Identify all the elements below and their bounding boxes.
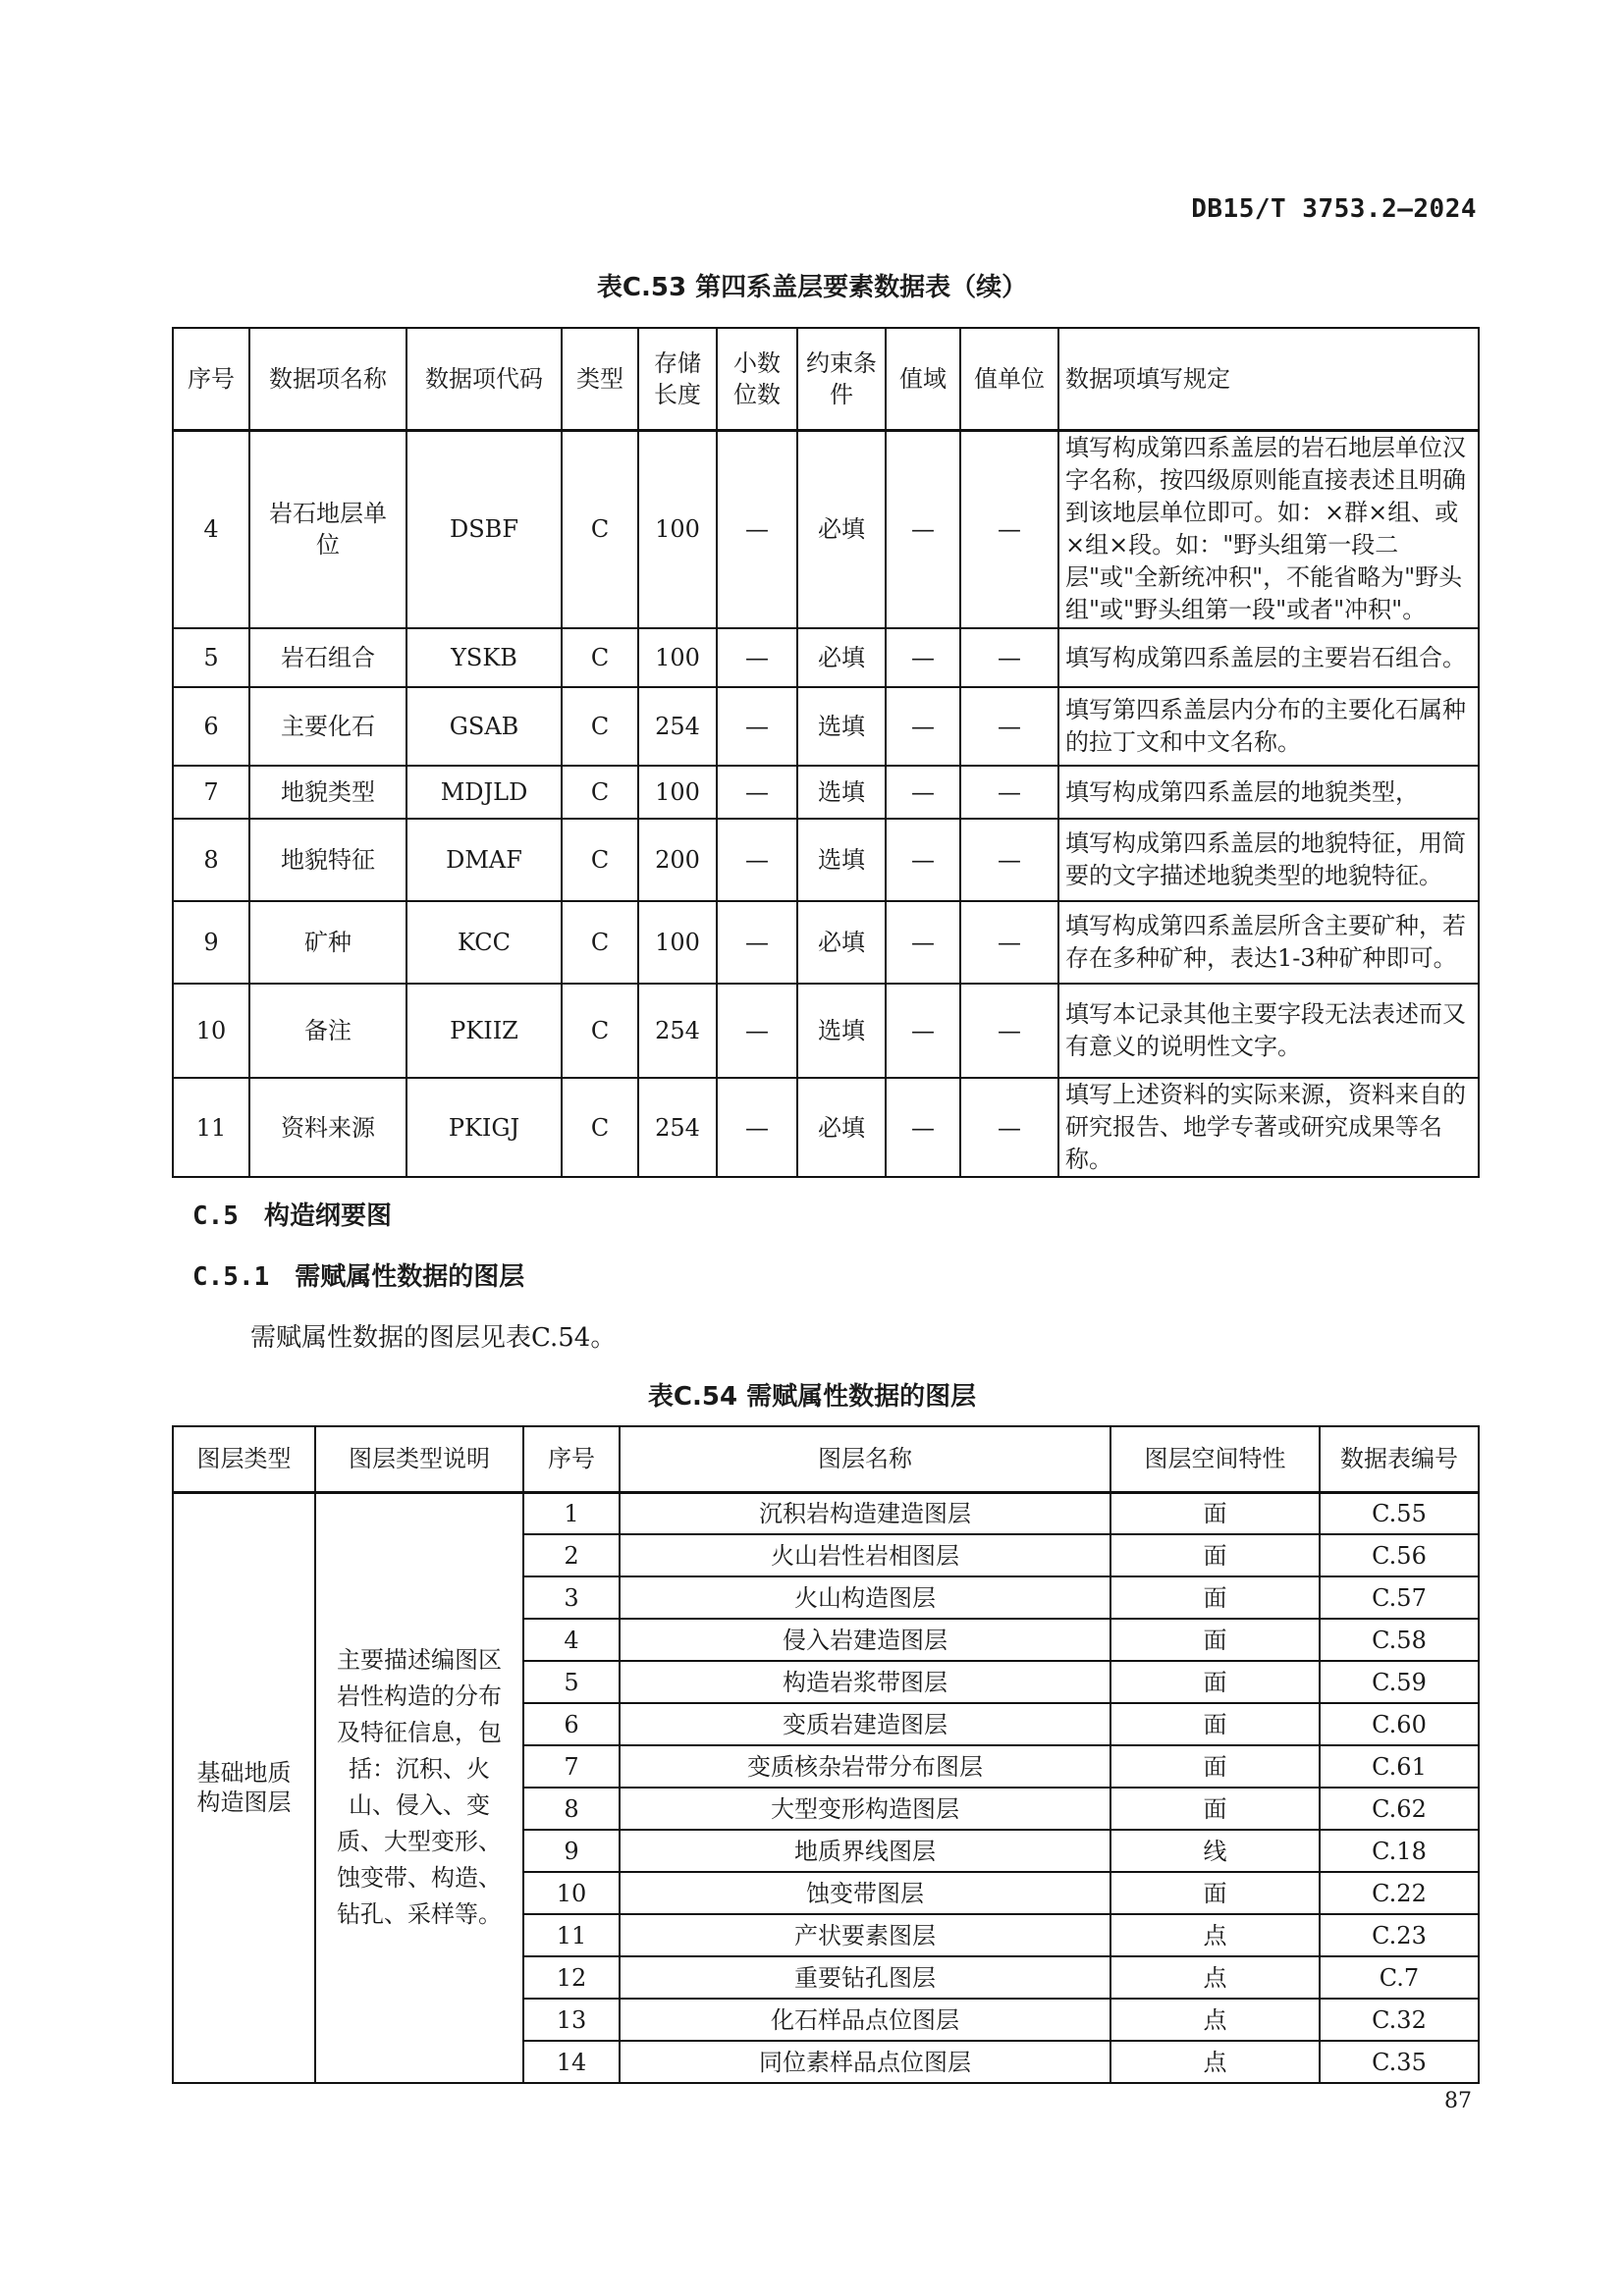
header-cell: 存储长度 bbox=[638, 328, 717, 430]
table-cell: 填写构成第四系盖层的岩石地层单位汉字名称，按四级原则能直接表述且明确到该地层单位即可。如：×群×组、或×组×段。如："野头组第一段二层"或"全新统冲积"，不能省略为"野头组"或"野头组第一段"或者"冲积"。 bbox=[1058, 430, 1479, 628]
table-cell: 选填 bbox=[797, 984, 886, 1078]
table-cell: 254 bbox=[638, 687, 717, 766]
table-cell: — bbox=[717, 901, 797, 984]
table-cell: 地质界线图层 bbox=[620, 1830, 1110, 1872]
table-cell: 面 bbox=[1110, 1788, 1320, 1830]
table-cell: 备注 bbox=[249, 984, 406, 1078]
table-cell: 主要化石 bbox=[249, 687, 406, 766]
table-cell: 同位素样品点位图层 bbox=[620, 2041, 1110, 2083]
table-row bbox=[173, 766, 1479, 819]
table-cell: C bbox=[562, 687, 638, 766]
table-cell: 11 bbox=[173, 1078, 249, 1177]
table-cell: MDJLD bbox=[406, 766, 562, 819]
table-cell: 填写构成第四系盖层的主要岩石组合。 bbox=[1058, 628, 1479, 687]
table-cell: 点 bbox=[1110, 1914, 1320, 1956]
table-cell: C.18 bbox=[1320, 1830, 1479, 1872]
table-cell: 填写上述资料的实际来源，资料来自的研究报告、地学专著或研究成果等名称。 bbox=[1058, 1078, 1479, 1177]
table-cell: 岩石组合 bbox=[249, 628, 406, 687]
table-cell: 13 bbox=[523, 1999, 620, 2041]
header-cell: 数据表编号 bbox=[1320, 1426, 1479, 1492]
table-cell: 填写构成第四系盖层的地貌类型， bbox=[1058, 766, 1479, 819]
table-cell: C.7 bbox=[1320, 1956, 1479, 1999]
table-cell: 7 bbox=[173, 766, 249, 819]
table-cell: C bbox=[562, 984, 638, 1078]
table-cell: — bbox=[717, 628, 797, 687]
table-cell: C.59 bbox=[1320, 1661, 1479, 1703]
table-cell: — bbox=[886, 766, 960, 819]
table-row bbox=[173, 984, 1479, 1078]
table-cell: C bbox=[562, 628, 638, 687]
table-c54 bbox=[172, 1425, 1480, 2084]
table-cell: C.23 bbox=[1320, 1914, 1479, 1956]
table-cell: C.35 bbox=[1320, 2041, 1479, 2083]
table-row bbox=[173, 430, 1479, 628]
table-cell: 面 bbox=[1110, 1619, 1320, 1661]
header-cell: 数据项名称 bbox=[249, 328, 406, 430]
table-cell: 面 bbox=[1110, 1703, 1320, 1745]
table-cell: 面 bbox=[1110, 1745, 1320, 1788]
table-cell: 变质岩建造图层 bbox=[620, 1703, 1110, 1745]
table-cell: C.62 bbox=[1320, 1788, 1479, 1830]
table-cell: — bbox=[886, 819, 960, 901]
page-number: 87 bbox=[1444, 2089, 1472, 2113]
table-cell: 蚀变带图层 bbox=[620, 1872, 1110, 1914]
table-cell: KCC bbox=[406, 901, 562, 984]
header-cell: 值单位 bbox=[960, 328, 1058, 430]
table-cell: 面 bbox=[1110, 1534, 1320, 1576]
table-cell: 填写构成第四系盖层的地貌特征，用简要的文字描述地貌类型的地貌特征。 bbox=[1058, 819, 1479, 901]
table-cell: 6 bbox=[173, 687, 249, 766]
table-cell: 地貌特征 bbox=[249, 819, 406, 901]
table-cell: C.56 bbox=[1320, 1534, 1479, 1576]
table-c53-header-row bbox=[173, 328, 1479, 430]
table-cell: — bbox=[717, 819, 797, 901]
table-row bbox=[173, 687, 1479, 766]
section-c5-heading bbox=[192, 1196, 392, 1232]
table-cell: C bbox=[562, 1078, 638, 1177]
table-cell: C bbox=[562, 766, 638, 819]
table-cell: — bbox=[717, 430, 797, 628]
table-cell: — bbox=[886, 1078, 960, 1177]
table-cell: 侵入岩建造图层 bbox=[620, 1619, 1110, 1661]
table-cell: — bbox=[960, 628, 1058, 687]
table-cell: 14 bbox=[523, 2041, 620, 2083]
table-cell: 9 bbox=[523, 1830, 620, 1872]
table-cell: C.22 bbox=[1320, 1872, 1479, 1914]
table-cell: C.58 bbox=[1320, 1619, 1479, 1661]
table-cell: 点 bbox=[1110, 2041, 1320, 2083]
table-cell: 化石样品点位图层 bbox=[620, 1999, 1110, 2041]
table-cell: — bbox=[886, 628, 960, 687]
table-cell: 8 bbox=[173, 819, 249, 901]
table-cell: 11 bbox=[523, 1914, 620, 1956]
table-cell: C.61 bbox=[1320, 1745, 1479, 1788]
table-row bbox=[173, 901, 1479, 984]
header-cell: 图层类型 bbox=[173, 1426, 315, 1492]
document-code: DB15/T 3753.2—2024 bbox=[1191, 194, 1477, 224]
table-cell: 100 bbox=[638, 766, 717, 819]
table-cell: 2 bbox=[523, 1534, 620, 1576]
table-cell: 12 bbox=[523, 1956, 620, 1999]
table-cell: 7 bbox=[523, 1745, 620, 1788]
table-cell: 5 bbox=[173, 628, 249, 687]
header-cell: 小数位数 bbox=[717, 328, 797, 430]
table-c54-header-row bbox=[173, 1426, 1479, 1492]
header-cell: 序号 bbox=[523, 1426, 620, 1492]
table-cell: C.55 bbox=[1320, 1492, 1479, 1534]
table-cell: C.32 bbox=[1320, 1999, 1479, 2041]
table-cell: 面 bbox=[1110, 1872, 1320, 1914]
table-cell: — bbox=[886, 901, 960, 984]
table-c53-caption: 表C.53 第四系盖层要素数据表（续） bbox=[596, 273, 1028, 302]
table-cell: — bbox=[960, 984, 1058, 1078]
table-cell: PKIIZ bbox=[406, 984, 562, 1078]
table-cell: 面 bbox=[1110, 1661, 1320, 1703]
table-cell: 矿种 bbox=[249, 901, 406, 984]
layer-group-description: 主要描述编图区岩性构造的分布及特征信息，包括：沉积、火山、侵入、变质、大型变形、蚀变带、构造、钻孔、采样等。 bbox=[315, 1492, 523, 2083]
table-cell: C bbox=[562, 819, 638, 901]
table-row bbox=[173, 1078, 1479, 1177]
table-cell: 大型变形构造图层 bbox=[620, 1788, 1110, 1830]
table-row bbox=[173, 1492, 1479, 1534]
header-cell: 类型 bbox=[562, 328, 638, 430]
table-cell: 点 bbox=[1110, 1956, 1320, 1999]
table-cell: 3 bbox=[523, 1576, 620, 1619]
table-cell: — bbox=[960, 430, 1058, 628]
table-cell: — bbox=[717, 766, 797, 819]
section-title: 需赋属性数据的图层 bbox=[295, 1262, 525, 1292]
header-cell: 值域 bbox=[886, 328, 960, 430]
table-row bbox=[173, 628, 1479, 687]
table-cell: PKIGJ bbox=[406, 1078, 562, 1177]
table-cell: — bbox=[717, 1078, 797, 1177]
table-cell: 9 bbox=[173, 901, 249, 984]
section-paragraph: 需赋属性数据的图层见表C.54。 bbox=[250, 1323, 617, 1353]
table-cell: — bbox=[960, 819, 1058, 901]
header-cell: 图层名称 bbox=[620, 1426, 1110, 1492]
table-cell: — bbox=[960, 687, 1058, 766]
table-cell: 面 bbox=[1110, 1576, 1320, 1619]
table-cell: 6 bbox=[523, 1703, 620, 1745]
table-cell: 变质核杂岩带分布图层 bbox=[620, 1745, 1110, 1788]
header-cell: 序号 bbox=[173, 328, 249, 430]
table-cell: 选填 bbox=[797, 687, 886, 766]
table-cell: 4 bbox=[173, 430, 249, 628]
section-number: C.5 bbox=[192, 1201, 239, 1231]
header-cell: 数据项代码 bbox=[406, 328, 562, 430]
table-cell: 选填 bbox=[797, 819, 886, 901]
table-c54-caption: 表C.54 需赋属性数据的图层 bbox=[647, 1382, 977, 1412]
table-cell: 10 bbox=[173, 984, 249, 1078]
table-cell: 重要钻孔图层 bbox=[620, 1956, 1110, 1999]
table-cell: 线 bbox=[1110, 1830, 1320, 1872]
table-cell: 产状要素图层 bbox=[620, 1914, 1110, 1956]
table-c53 bbox=[172, 327, 1480, 1178]
table-cell: — bbox=[717, 984, 797, 1078]
table-cell: 点 bbox=[1110, 1999, 1320, 2041]
table-cell: — bbox=[886, 984, 960, 1078]
table-cell: 254 bbox=[638, 984, 717, 1078]
table-cell: 火山岩性岩相图层 bbox=[620, 1534, 1110, 1576]
table-cell: DMAF bbox=[406, 819, 562, 901]
table-cell: 火山构造图层 bbox=[620, 1576, 1110, 1619]
table-cell: 必填 bbox=[797, 1078, 886, 1177]
table-cell: 选填 bbox=[797, 766, 886, 819]
table-cell: 200 bbox=[638, 819, 717, 901]
table-cell: — bbox=[717, 687, 797, 766]
table-cell: 必填 bbox=[797, 901, 886, 984]
table-cell: 254 bbox=[638, 1078, 717, 1177]
header-cell: 图层空间特性 bbox=[1110, 1426, 1320, 1492]
table-cell: 5 bbox=[523, 1661, 620, 1703]
table-cell: — bbox=[960, 1078, 1058, 1177]
table-cell: 必填 bbox=[797, 430, 886, 628]
table-cell: DSBF bbox=[406, 430, 562, 628]
header-cell: 约束条件 bbox=[797, 328, 886, 430]
table-cell: 100 bbox=[638, 901, 717, 984]
table-row bbox=[173, 819, 1479, 901]
table-cell: 4 bbox=[523, 1619, 620, 1661]
table-cell: 岩石地层单位 bbox=[249, 430, 406, 628]
section-number: C.5.1 bbox=[192, 1262, 270, 1292]
table-cell: 100 bbox=[638, 628, 717, 687]
table-cell: 面 bbox=[1110, 1492, 1320, 1534]
table-cell: — bbox=[886, 687, 960, 766]
table-cell: — bbox=[960, 901, 1058, 984]
section-title: 构造纲要图 bbox=[263, 1201, 392, 1231]
table-cell: 100 bbox=[638, 430, 717, 628]
section-c51-heading bbox=[192, 1256, 524, 1293]
header-cell: 数据项填写规定 bbox=[1058, 328, 1479, 430]
table-cell: 构造岩浆带图层 bbox=[620, 1661, 1110, 1703]
table-cell: 填写本记录其他主要字段无法表述而又有意义的说明性文字。 bbox=[1058, 984, 1479, 1078]
header-cell: 图层类型说明 bbox=[315, 1426, 523, 1492]
table-cell: 8 bbox=[523, 1788, 620, 1830]
layer-group-type: 基础地质构造图层 bbox=[173, 1492, 315, 2083]
table-cell: 必填 bbox=[797, 628, 886, 687]
table-cell: — bbox=[886, 430, 960, 628]
table-cell: 1 bbox=[523, 1492, 620, 1534]
table-cell: C bbox=[562, 430, 638, 628]
table-cell: YSKB bbox=[406, 628, 562, 687]
table-cell: 填写第四系盖层内分布的主要化石属种的拉丁文和中文名称。 bbox=[1058, 687, 1479, 766]
table-cell: C.57 bbox=[1320, 1576, 1479, 1619]
table-cell: 填写构成第四系盖层所含主要矿种，若存在多种矿种，表达1-3种矿种即可。 bbox=[1058, 901, 1479, 984]
table-cell: 沉积岩构造建造图层 bbox=[620, 1492, 1110, 1534]
table-cell: — bbox=[960, 766, 1058, 819]
table-cell: 地貌类型 bbox=[249, 766, 406, 819]
table-cell: GSAB bbox=[406, 687, 562, 766]
table-cell: 10 bbox=[523, 1872, 620, 1914]
table-cell: C bbox=[562, 901, 638, 984]
table-cell: C.60 bbox=[1320, 1703, 1479, 1745]
table-cell: 资料来源 bbox=[249, 1078, 406, 1177]
